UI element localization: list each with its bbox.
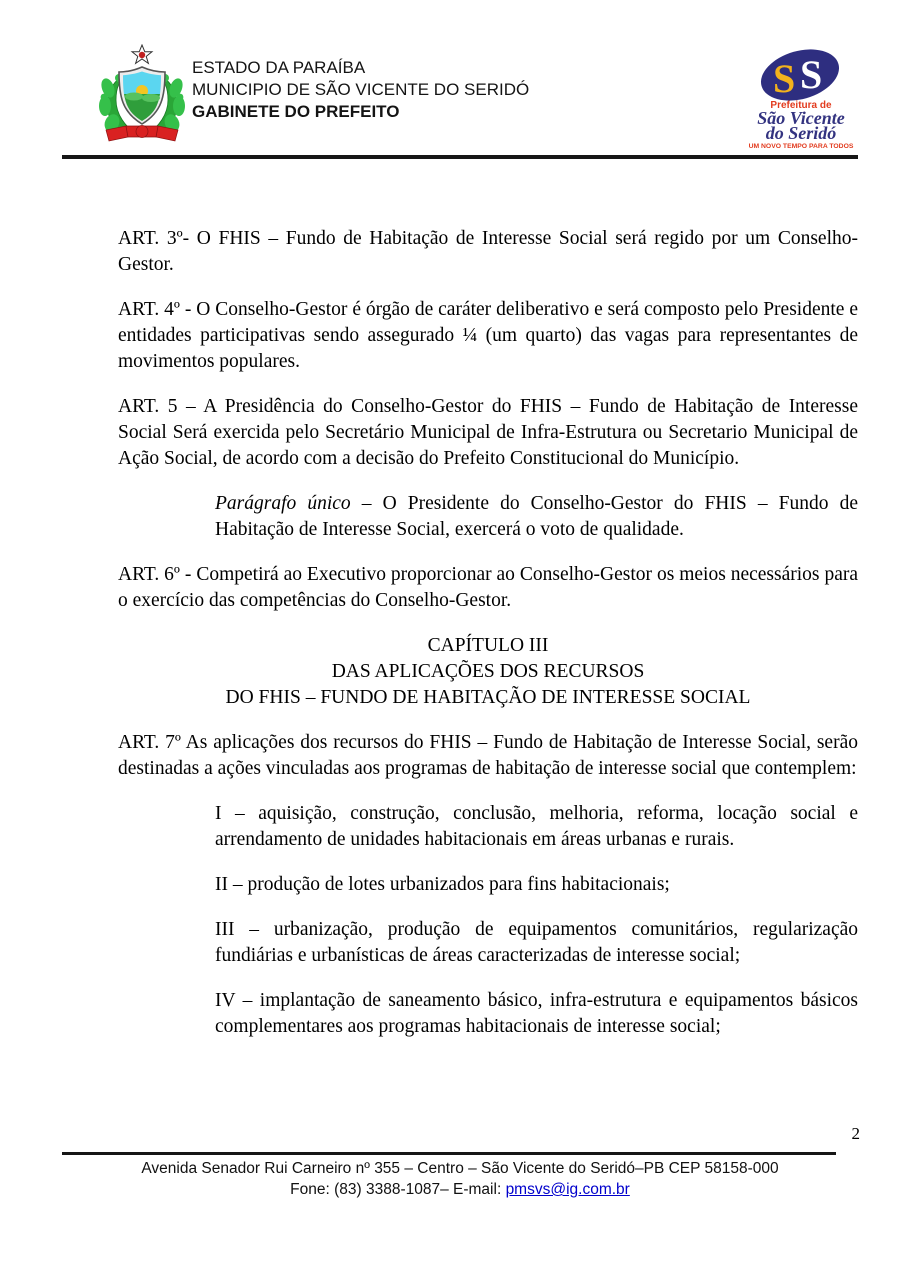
chapter-heading-line2: DAS APLICAÇÕES DOS RECURSOS [331,661,645,682]
paragrafo-unico-lead: Parágrafo único [215,493,351,514]
footer-divider [62,1152,836,1155]
paragraph-art-5: ART. 5 – A Presidência do Conselho-Gestor do FHIS – Fundo de Habitação de Interesse Social Será exercida pelo Secretário Municipal de Infra-Estrutura ou Secretario Municipal de Ação Social, de acordo com a decisão do Prefeito Constitucional do Município. [118,396,858,469]
logo-prefix: Prefeitura de [770,100,832,111]
paragraph-art-6: ART. 6º - Competirá ao Executivo proporcionar ao Conselho-Gestor os meios necessários para o exercício das competências do Conselho-Gestor. [118,564,858,611]
org-line-municipio: MUNICIPIO DE SÃO VICENTE DO SERIDÓ [192,80,530,99]
footer-address: Avenida Senador Rui Carneiro nº 355 – Centro – São Vicente do Seridó–PB CEP 58158-000 [141,1160,779,1177]
header-divider [62,155,858,159]
paragraph-item-i: I – aquisição, construção, conclusão, melhoria, reforma, locação social e arrendamento de unidades habitacionais em áreas urbanas e rurais. [215,803,858,850]
prefeitura-sao-vicente-logo [740,48,860,150]
logo-slogan: UM NOVO TEMPO PARA TODOS [748,143,854,150]
email-link[interactable]: pmsvs@ig.com.br [505,1181,630,1198]
footer-block [62,1158,858,1200]
footer-contact [62,1179,858,1200]
paragraph-paragrafo-unico [215,491,858,543]
document-body [118,226,858,1059]
org-line-state: ESTADO DA PARAÍBA [192,58,366,77]
logo-name-line2: do Seridó [765,123,837,143]
page-number: 2 [851,1124,860,1143]
paraiba-coat-of-arms-icon [92,44,192,148]
chapter-heading-line1: CAPÍTULO III [427,635,549,656]
paragrafo-unico-text: – O Presidente do Conselho-Gestor do FHIS – Fundo de Habitação de Interesse Social, exercerá o voto de qualidade. [215,493,858,540]
chapter-heading [118,633,858,711]
org-line-gabinete: GABINETE DO PREFEITO [192,102,400,121]
paragraph-art-4: ART. 4º - O Conselho-Gestor é órgão de caráter deliberativo e será composto pelo Presidente e entidades participativas sendo assegurado ¼ (um quarto) das vagas para representantes de movimentos populares. [118,299,858,372]
paragraph-art-3: ART. 3º- O FHIS – Fundo de Habitação de Interesse Social será regido por um Conselho-Gestor. [118,228,858,275]
chapter-heading-line3: DO FHIS – FUNDO DE HABITAÇÃO DE INTERESSE SOCIAL [225,687,751,708]
logo-monogram-right: S [800,52,823,97]
paragraph-item-ii: II – produção de lotes urbanizados para fins habitacionais; [215,874,670,895]
paragraph-art-7: ART. 7º As aplicações dos recursos do FHIS – Fundo de Habitação de Interesse Social, serão destinadas a ações vinculadas aos programas de habitação de interesse social que contemplem: [118,732,858,779]
paragraph-item-iv: IV – implantação de saneamento básico, infra-estrutura e equipamentos básicos complementares aos programas habitacionais de interesse social; [215,990,858,1037]
logo-monogram-left: S [773,56,796,101]
paragraph-item-iii: III – urbanização, produção de equipamentos comunitários, regularização fundiárias e urbanísticas de áreas caracterizadas de interesse social; [215,919,858,966]
logo-name-line1: São Vicente [757,108,845,128]
header-org-block [192,57,529,123]
footer-contact-prefix: Fone: (83) 3388-1087– E-mail: [290,1181,506,1198]
